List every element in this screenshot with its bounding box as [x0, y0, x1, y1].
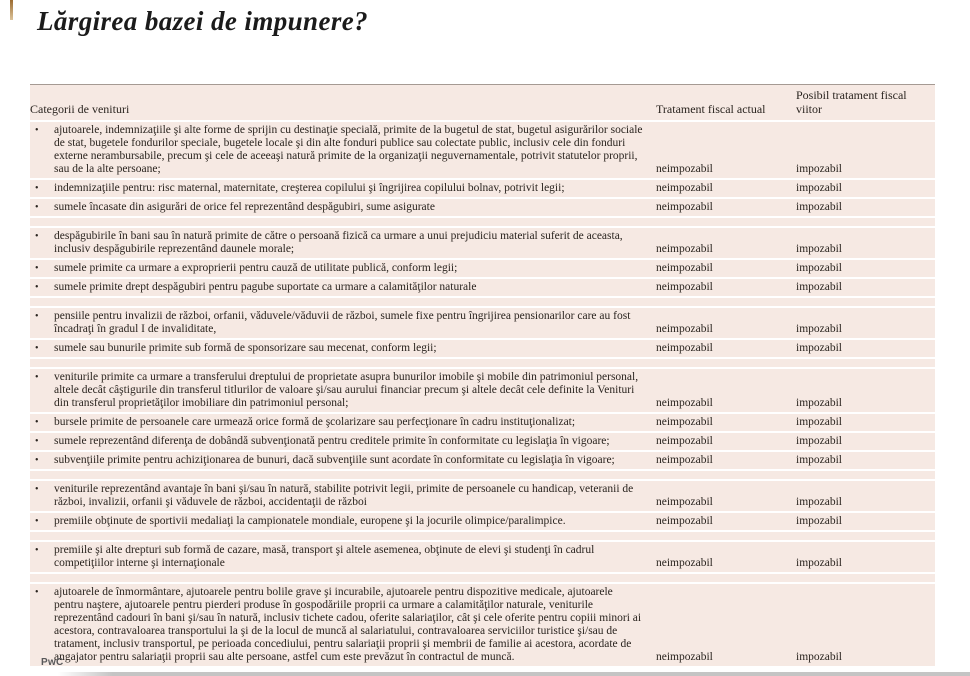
future-treatment-value: impozabil [790, 541, 935, 573]
table-row [30, 451, 935, 470]
current-treatment-value: neimpozabil [650, 480, 790, 512]
spacer-cell [30, 217, 935, 227]
table-row [30, 413, 935, 432]
bullet-icon: • [35, 484, 39, 495]
future-treatment-value: impozabil [790, 512, 935, 531]
table-row [30, 121, 935, 179]
table-row [30, 368, 935, 413]
table-row [30, 583, 935, 667]
bullet-icon: • [35, 545, 39, 556]
income-category-cell [30, 368, 650, 413]
table-row [30, 432, 935, 451]
table-row [30, 278, 935, 297]
income-category-cell [30, 432, 650, 451]
bullet-icon: • [35, 587, 39, 598]
spacer-row [30, 358, 935, 368]
table-header-row [30, 85, 935, 122]
future-treatment-value: impozabil [790, 368, 935, 413]
income-category-cell [30, 278, 650, 297]
income-category-text: sumele încasate din asigurări de orice fel reprezentând despăgubiri, sume asigurate [54, 201, 435, 213]
table-row [30, 339, 935, 358]
table-body [30, 121, 935, 667]
income-category-cell [30, 541, 650, 573]
income-category-cell [30, 512, 650, 531]
income-category-text: sumele sau bunurile primite sub formă de sponsorizare sau mecenat, conform legii; [54, 342, 437, 354]
current-treatment-value: neimpozabil [650, 432, 790, 451]
bullet-icon: • [35, 231, 39, 242]
current-treatment-value: neimpozabil [650, 259, 790, 278]
income-table-wrap [30, 84, 935, 668]
future-treatment-value: impozabil [790, 278, 935, 297]
income-category-cell [30, 583, 650, 667]
current-treatment-value: neimpozabil [650, 121, 790, 179]
bullet-icon: • [35, 202, 39, 213]
future-treatment-value: impozabil [790, 583, 935, 667]
income-category-text: sumele reprezentând diferenţa de dobândă subvenţionată pentru creditele primite în conformitate cu legislaţia în vigoare; [54, 435, 610, 447]
spacer-row [30, 470, 935, 480]
spacer-cell [30, 470, 935, 480]
income-category-cell [30, 413, 650, 432]
future-treatment-value: impozabil [790, 227, 935, 259]
current-treatment-value: neimpozabil [650, 179, 790, 198]
table-row [30, 541, 935, 573]
income-category-text: veniturile reprezentând avantaje în bani şi/sau în natură, stabilite potrivit legii, primite de persoanele cu handicap, veteranii de război, invalizii, orfanii şi văduvele de război, accidentaţii de război [54, 483, 634, 508]
spacer-cell [30, 358, 935, 368]
spacer-row [30, 573, 935, 583]
income-category-text: subvenţiile primite pentru achiziţionarea de bunuri, dacă subvenţiile sunt acordate în conformitate cu legislaţia în vigoare; [54, 454, 615, 466]
current-treatment-value: neimpozabil [650, 198, 790, 217]
slide-edge-shadow [58, 672, 970, 676]
income-category-text: ajutoarele, indemnizaţiile şi alte forme de sprijin cu destinaţie specială, primite de la bugetul de stat, bugetul asigurărilor sociale de stat, bugetele fondurilor speciale, bugetele locale şi din alte fonduri publice sau colectate public, inclusiv cele din fonduri externe nerambursabile, precum şi cele de aceeaşi natură primite de la organizaţii neguvernamentale, potrivit statutelor proprii, sau de la alte persoane; [54, 124, 643, 175]
future-treatment-value: impozabil [790, 259, 935, 278]
income-category-cell [30, 259, 650, 278]
income-category-text: premiile şi alte drepturi sub formă de cazare, masă, transport şi altele asemenea, obţinute de elevi şi studenţi în cadrul competiţiilor interne şi internaţionale [54, 544, 595, 569]
bullet-icon: • [35, 372, 39, 383]
income-category-cell [30, 121, 650, 179]
income-category-cell [30, 451, 650, 470]
bullet-icon: • [35, 455, 39, 466]
income-category-text: ajutoarele de înmormântare, ajutoarele pentru bolile grave şi incurabile, ajutoarele pentru dispozitive medicale, ajutoarele pentru naştere, ajutoarele pentru pierderi produse în gospodăriile proprii ca urmare a calamităţilor naturale, veniturile reprezentând cadouri în bani şi/sau în natură, inclusiv tichete cadou, oferite salariaţilor, cât şi cele oferite pentru copiii minori ai acestora, contravaloarea transportului la şi de la locul de muncă al salariatului, contravaloarea serviciilor turistice şi/sau de tratament, inclusiv transportul, pe perioada concediului, pentru salariaţii proprii şi membrii de familie ai acestora, acordate de angajator pentru salariaţii proprii sau alte persoane, astfel cum este prevăzut în contractul de muncă. [54, 586, 642, 663]
column-header-future-treatment: Posibil tratament fiscal viitor [790, 85, 935, 122]
income-category-text: sumele primite ca urmare a exproprierii pentru cauză de utilitate publică, conform legii; [54, 262, 458, 274]
current-treatment-value: neimpozabil [650, 339, 790, 358]
income-category-text: premiile obţinute de sportivii medaliaţi la campionatele mondiale, europene şi la jocurile olimpice/paralimpice. [54, 515, 566, 527]
income-category-cell [30, 339, 650, 358]
current-treatment-value: neimpozabil [650, 307, 790, 339]
future-treatment-value: impozabil [790, 451, 935, 470]
future-treatment-value: impozabil [790, 413, 935, 432]
future-treatment-value: impozabil [790, 307, 935, 339]
current-treatment-value: neimpozabil [650, 512, 790, 531]
current-treatment-value: neimpozabil [650, 541, 790, 573]
future-treatment-value: impozabil [790, 121, 935, 179]
table-row [30, 227, 935, 259]
bullet-icon: • [35, 263, 39, 274]
table-row [30, 259, 935, 278]
current-treatment-value: neimpozabil [650, 227, 790, 259]
income-category-cell [30, 480, 650, 512]
spacer-row [30, 217, 935, 227]
future-treatment-value: impozabil [790, 179, 935, 198]
income-category-text: pensiile pentru invalizii de război, orfanii, văduvele/văduvii de război, sumele fixe pentru îngrijirea pensionarilor care au fost încadraţi în gradul I de invaliditate, [54, 310, 631, 335]
income-category-text: veniturile primite ca urmare a transferului dreptului de proprietate asupra bunurilor imobile şi mobile din patrimoniul personal, altele decât câştigurile din transferul titlurilor de valoare şi/sau aurului financiar precum şi altele decât cele definite la Venituri din transferul proprietăţilor imobiliare din patrimoniul personal; [54, 371, 639, 409]
income-category-cell [30, 198, 650, 217]
accent-tick [10, 0, 13, 20]
page-title: Lărgirea bazei de impunere? [37, 6, 369, 36]
spacer-cell [30, 573, 935, 583]
spacer-cell [30, 531, 935, 541]
future-treatment-value: impozabil [790, 339, 935, 358]
income-category-text: indemnizaţiile pentru: risc maternal, maternitate, creşterea copilului şi îngrijirea copilului bolnav, potrivit legii; [54, 182, 565, 194]
spacer-cell [30, 297, 935, 307]
pwc-logo: PwC [41, 657, 64, 668]
table-row [30, 179, 935, 198]
income-category-text: bursele primite de persoanele care urmează orice formă de şcolarizare sau perfecţionare în cadru instituţionalizat; [54, 416, 576, 428]
column-header-categories: Categorii de venituri [30, 85, 650, 122]
column-header-current-treatment: Tratament fiscal actual [650, 85, 790, 122]
bullet-icon: • [35, 417, 39, 428]
bullet-icon: • [35, 282, 39, 293]
bullet-icon: • [35, 183, 39, 194]
table-row [30, 512, 935, 531]
income-category-cell [30, 307, 650, 339]
bullet-icon: • [35, 436, 39, 447]
table-row [30, 307, 935, 339]
income-category-text: despăgubirile în bani sau în natură primite de către o persoană fizică ca urmare a unui prejudiciu material suferit de aceasta, inclusiv despăgubirile reprezentând daunele morale; [54, 230, 623, 255]
spacer-row [30, 297, 935, 307]
income-category-text: sumele primite drept despăgubiri pentru pagube suportate ca urmare a calamităţilor naturale [54, 281, 477, 293]
bullet-icon: • [35, 516, 39, 527]
current-treatment-value: neimpozabil [650, 368, 790, 413]
future-treatment-value: impozabil [790, 198, 935, 217]
current-treatment-value: neimpozabil [650, 451, 790, 470]
current-treatment-value: neimpozabil [650, 278, 790, 297]
bullet-icon: • [35, 311, 39, 322]
table-row [30, 480, 935, 512]
income-table [30, 84, 935, 668]
income-category-cell [30, 179, 650, 198]
current-treatment-value: neimpozabil [650, 583, 790, 667]
table-row [30, 198, 935, 217]
income-category-cell [30, 227, 650, 259]
future-treatment-value: impozabil [790, 432, 935, 451]
current-treatment-value: neimpozabil [650, 413, 790, 432]
spacer-row [30, 531, 935, 541]
future-treatment-value: impozabil [790, 480, 935, 512]
bullet-icon: • [35, 125, 39, 136]
bullet-icon: • [35, 343, 39, 354]
